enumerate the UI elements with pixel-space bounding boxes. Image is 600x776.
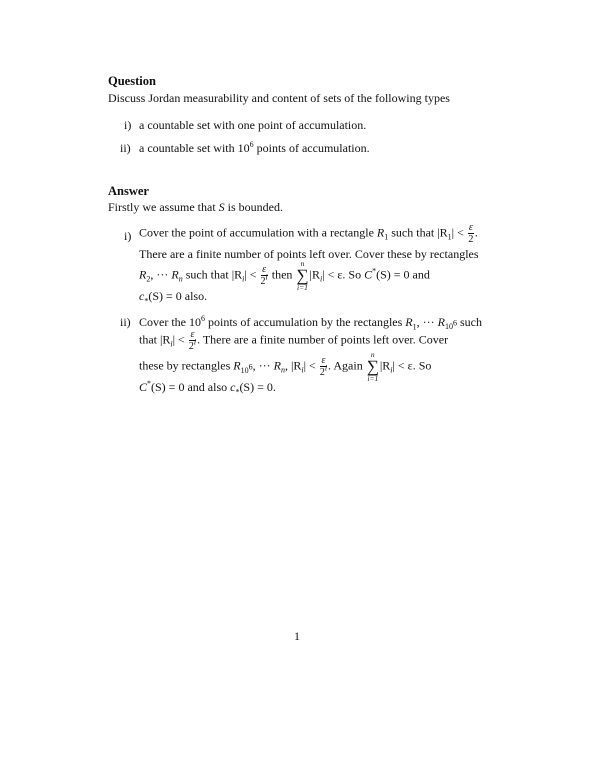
answer-item-2-line-1: Cover the $10^6$ points of accumulation by the rectangles $R_1$, ··· $R_{10^6}$ such — [139, 314, 482, 332]
answer-item-2-line-4: C*(S) = 0 and also $c_*(S) = 0$. — [139, 379, 276, 397]
question-item-2-label: ii) — [120, 141, 131, 155]
page-number: 1 — [294, 629, 300, 643]
answer-heading: Answer — [108, 184, 149, 198]
answer-item-1-line-4: $c_*(S) = 0$ also. — [139, 289, 208, 306]
question-item-2-text: a countable set with $10^6$ points of accumulation. — [139, 140, 370, 155]
epsilon-over-2-fraction: $\frac{\varepsilon}{2}$ — [468, 222, 474, 245]
question-intro: Discuss Jordan measurability and content of sets of the following types — [108, 91, 450, 105]
answer-item-2-line-2: that $|R_i|$ < $\frac{\varepsilon}{2^i}$ . There are a finite number of points left over. Cover — [139, 329, 449, 352]
question-item-1-label: i) — [124, 118, 132, 132]
summation-symbol: n ∑ i=1 — [366, 350, 379, 383]
answer-item-1-line-3: $R_2$, ··· $R_n$ such that $|R_i|$ < $\frac{\varepsilon}{2^i}$ then n ∑ i=1 $|R_i| < \varepsilon$. So C*(S) = 0 and — [139, 259, 430, 292]
epsilon-over-2i-fraction: $\frac{\varepsilon}{2^i}$ — [319, 355, 328, 378]
answer-item-2-line-3: these by rectangles $R_{10^6}$, ··· $R_n$, $|R_i|$ < $\frac{\varepsilon}{2^i}$ . Again n ∑ i=1 $|R_i| < \varepsilon$. So — [139, 350, 432, 383]
answer-item-1-line-2: There are a finite number of points left over. Cover these by rectangles — [139, 247, 479, 261]
summation-symbol: n ∑ i=1 — [296, 259, 309, 292]
question-item-1-text: a countable set with one point of accumulation. — [139, 118, 367, 132]
epsilon-over-2i-fraction: $\frac{\varepsilon}{2^i}$ — [188, 329, 197, 352]
answer-item-2-label: ii) — [120, 315, 131, 329]
question-heading: Question — [108, 74, 156, 88]
answer-intro: Firstly we assume that S is bounded. — [108, 200, 283, 214]
answer-item-1-label: i) — [124, 229, 132, 243]
epsilon-over-2i-fraction: $\frac{\varepsilon}{2^i}$ — [260, 264, 268, 287]
answer-item-1-line-1: Cover the point of accumulation with a rectangle $R_1$ such that $|R_1|$ < $\frac{\varepsilon}{2}$ . — [139, 222, 478, 245]
